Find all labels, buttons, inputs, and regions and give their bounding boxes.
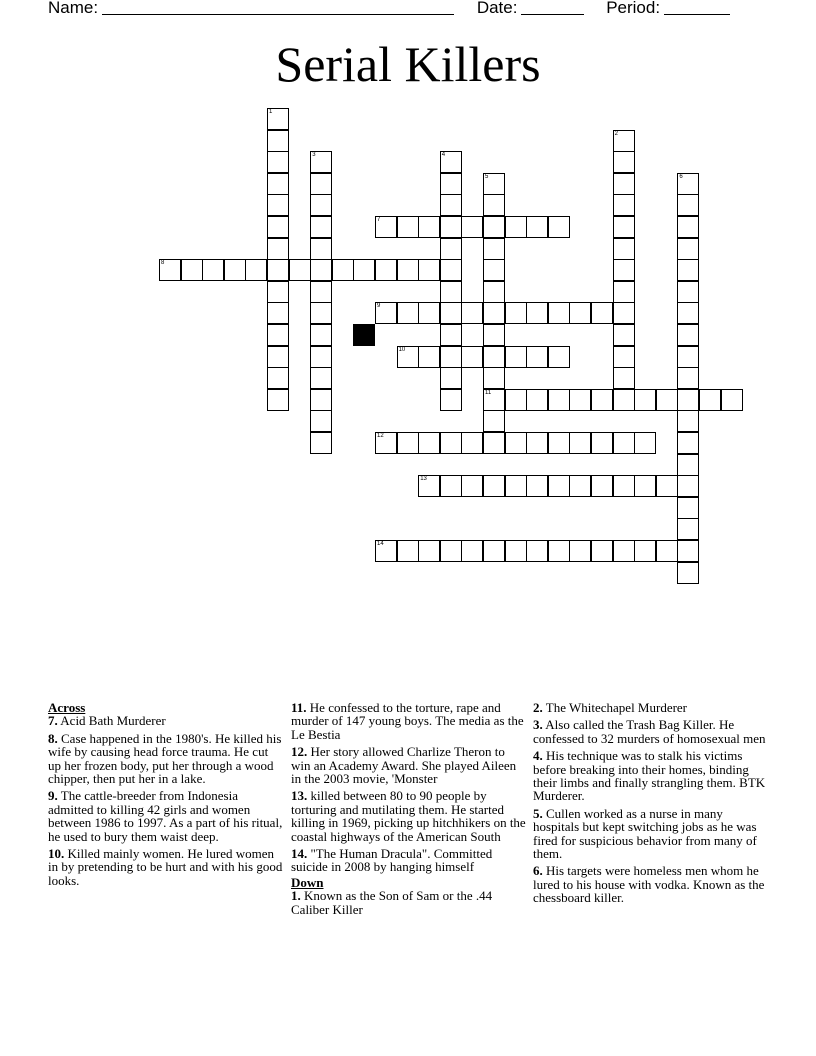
grid-cell[interactable] xyxy=(569,302,591,324)
grid-cell[interactable] xyxy=(310,238,332,260)
grid-cell[interactable] xyxy=(418,302,440,324)
grid-cell[interactable] xyxy=(483,540,505,562)
grid-cell[interactable] xyxy=(181,259,203,281)
clue-item xyxy=(291,701,527,741)
clue-number: 7 xyxy=(377,217,381,223)
grid-cell[interactable] xyxy=(397,216,419,238)
grid-cell[interactable] xyxy=(569,389,591,411)
grid-cell[interactable] xyxy=(483,432,505,454)
grid-cell[interactable] xyxy=(505,475,527,497)
grid-cell[interactable] xyxy=(569,540,591,562)
clue-number: 11 xyxy=(485,389,492,396)
grid-cell[interactable] xyxy=(440,432,462,454)
clue-number: 6 xyxy=(679,173,683,180)
grid-cell[interactable] xyxy=(656,540,678,562)
clue-text: He confessed to the torture, rape and murder of 147 young boys. The media as the Le Bestia xyxy=(291,700,524,742)
grid-cell[interactable] xyxy=(677,389,699,411)
grid-cell[interactable] xyxy=(397,540,419,562)
grid-cell[interactable] xyxy=(526,432,548,454)
grid-cell[interactable] xyxy=(613,151,635,173)
clue-number: 13 xyxy=(420,476,427,483)
grid-cell[interactable] xyxy=(267,389,289,411)
grid-cell[interactable] xyxy=(310,281,332,303)
grid-cell[interactable] xyxy=(267,346,289,368)
grid-cell[interactable] xyxy=(440,540,462,562)
black-cell xyxy=(353,324,375,346)
grid-cell[interactable] xyxy=(159,259,181,281)
grid-cell[interactable] xyxy=(548,389,570,411)
grid-cell[interactable] xyxy=(526,389,548,411)
grid-cell[interactable] xyxy=(526,346,548,368)
grid-cell[interactable] xyxy=(310,324,332,346)
grid-cell[interactable] xyxy=(677,259,699,281)
grid-cell[interactable] xyxy=(526,302,548,324)
clue-item xyxy=(291,847,527,874)
grid-cell[interactable] xyxy=(483,173,505,195)
clue-number: 10. xyxy=(48,846,65,862)
clue-number: 8. xyxy=(48,730,58,746)
grid-cell[interactable] xyxy=(677,454,699,476)
grid-cell[interactable] xyxy=(505,540,527,562)
grid-cell[interactable] xyxy=(267,194,289,216)
clue-number: 14. xyxy=(291,846,308,862)
grid-cell[interactable] xyxy=(699,389,721,411)
grid-cell[interactable] xyxy=(440,194,462,216)
grid-cell[interactable] xyxy=(677,518,699,540)
clue-item xyxy=(533,718,769,745)
clue-item xyxy=(48,847,284,887)
clue-number: 12. xyxy=(291,744,308,760)
grid-cell[interactable] xyxy=(613,389,635,411)
clue-text: The Whitechapel Murderer xyxy=(542,700,688,715)
grid-cell[interactable] xyxy=(677,302,699,324)
grid-cell[interactable] xyxy=(440,346,462,368)
clues-column-1 xyxy=(48,701,284,891)
grid-cell[interactable] xyxy=(634,540,656,562)
puzzle-title: Serial Killers xyxy=(275,36,541,92)
grid-cell[interactable] xyxy=(375,432,397,454)
grid-cell[interactable] xyxy=(483,324,505,346)
grid-cell[interactable] xyxy=(310,302,332,324)
clue-text: Cullen worked as a nurse in many hospitals but kept switching jobs as he was fired for suspicious behavior from many of them. xyxy=(533,805,757,862)
grid-cell[interactable] xyxy=(483,475,505,497)
clue-number: 4. xyxy=(533,748,543,764)
grid-cell[interactable] xyxy=(613,346,635,368)
grid-cell[interactable] xyxy=(591,475,613,497)
down-clue-list xyxy=(291,889,527,916)
grid-cell[interactable] xyxy=(440,281,462,303)
grid-cell[interactable] xyxy=(483,238,505,260)
clue-number: 10 xyxy=(398,346,406,353)
grid-cell[interactable] xyxy=(677,562,699,584)
across-clue-list xyxy=(48,714,284,887)
grid-cell[interactable] xyxy=(526,540,548,562)
clue-number: 2 xyxy=(614,130,618,137)
grid-cell[interactable] xyxy=(440,302,462,324)
clue-item xyxy=(533,749,769,803)
grid-cell[interactable] xyxy=(310,410,332,432)
grid-cell[interactable] xyxy=(613,173,635,195)
grid-cell[interactable] xyxy=(310,173,332,195)
grid-cell[interactable] xyxy=(202,259,224,281)
grid-cell[interactable] xyxy=(418,346,440,368)
grid-cell[interactable] xyxy=(677,367,699,389)
clue-text: His technique was to stalk his victims before breaking into their homes, binding their limbs and finally strangling them. BTK Murderer. xyxy=(533,748,766,804)
grid-cell[interactable] xyxy=(677,173,699,195)
grid-cell[interactable] xyxy=(375,302,397,324)
clue-text: killed between 80 to 90 people by torturing and mutilating them. He started killing in 1969, picking up hitchhikers on the coastal highways of the American South xyxy=(291,788,526,844)
grid-cell[interactable] xyxy=(677,324,699,346)
grid-cell[interactable] xyxy=(591,389,613,411)
grid-cell[interactable] xyxy=(310,259,332,281)
grid-cell[interactable] xyxy=(548,346,570,368)
grid-cell[interactable] xyxy=(526,216,548,238)
grid-cell[interactable] xyxy=(440,367,462,389)
grid-cell[interactable] xyxy=(267,151,289,173)
grid-cell[interactable] xyxy=(310,346,332,368)
grid-cell[interactable] xyxy=(677,432,699,454)
clue-number: 6. xyxy=(533,863,543,879)
clue-number: 5. xyxy=(533,805,543,821)
grid-cell[interactable] xyxy=(267,302,289,324)
clue-item xyxy=(48,714,284,727)
clue-text: His targets were homeless men whom he lured to his house with vodka. Known as the chessboard killer. xyxy=(533,863,765,906)
grid-cell[interactable] xyxy=(526,475,548,497)
grid-cell[interactable] xyxy=(397,259,419,281)
across-heading: Across xyxy=(48,700,86,715)
grid-cell[interactable] xyxy=(397,302,419,324)
clue-text: The cattle-breeder from Indonesia admitted to killing 42 girls and women between 1986 to 1997. As a part of his ritual, he used to bury them waist deep. xyxy=(48,788,283,844)
clue-item xyxy=(533,701,769,714)
grid-cell[interactable] xyxy=(418,475,440,497)
grid-cell[interactable] xyxy=(461,432,483,454)
grid-cell[interactable] xyxy=(267,238,289,260)
period-label: Period: xyxy=(606,0,661,17)
grid-cell[interactable] xyxy=(267,216,289,238)
clue-item xyxy=(48,732,284,786)
grid-cell[interactable] xyxy=(656,389,678,411)
clue-number: 7. xyxy=(48,713,58,729)
grid-cell[interactable] xyxy=(332,259,354,281)
clue-item xyxy=(291,889,527,916)
grid-cell[interactable] xyxy=(440,173,462,195)
grid-cell[interactable] xyxy=(613,324,635,346)
grid-cell[interactable] xyxy=(591,432,613,454)
grid-cell[interactable] xyxy=(548,475,570,497)
grid-cell[interactable] xyxy=(440,238,462,260)
grid-cell[interactable] xyxy=(505,302,527,324)
grid-cell[interactable] xyxy=(267,259,289,281)
grid-cell[interactable] xyxy=(548,216,570,238)
grid-cell[interactable] xyxy=(613,238,635,260)
clue-item xyxy=(291,789,527,843)
clue-text: Case happened in the 1980's. He killed his wife by causing head force trauma. He cut up her frozen body, put her through a wood chipper, then put her in a lake. xyxy=(48,730,282,787)
grid-cell[interactable] xyxy=(505,389,527,411)
grid-cell[interactable] xyxy=(505,216,527,238)
clue-item xyxy=(48,789,284,843)
grid-cell[interactable] xyxy=(375,540,397,562)
grid-cell[interactable] xyxy=(613,302,635,324)
grid-cell[interactable] xyxy=(461,302,483,324)
grid-cell[interactable] xyxy=(483,346,505,368)
grid-cell[interactable] xyxy=(548,302,570,324)
grid-cell[interactable] xyxy=(310,151,332,173)
across-clue-list-continued xyxy=(291,701,527,874)
grid-cell[interactable] xyxy=(440,324,462,346)
grid-cell[interactable] xyxy=(613,281,635,303)
clue-number: 13. xyxy=(291,788,308,804)
grid-cell[interactable] xyxy=(418,432,440,454)
grid-cell[interactable] xyxy=(353,259,375,281)
grid-cell[interactable] xyxy=(505,346,527,368)
clue-number: 14 xyxy=(377,541,384,547)
clue-item xyxy=(533,864,769,904)
grid-cell[interactable] xyxy=(569,475,591,497)
grid-cell[interactable] xyxy=(461,216,483,238)
clue-number: 1 xyxy=(269,109,273,115)
grid-cell[interactable] xyxy=(656,475,678,497)
grid-cell[interactable] xyxy=(310,216,332,238)
down-heading: Down xyxy=(291,874,324,890)
grid-cell[interactable] xyxy=(245,259,267,281)
grid-cell[interactable] xyxy=(634,389,656,411)
clue-number: 9 xyxy=(377,303,381,310)
clue-number: 11. xyxy=(291,700,307,715)
grid-cell[interactable] xyxy=(483,281,505,303)
grid-cell[interactable] xyxy=(677,497,699,519)
grid-cell[interactable] xyxy=(461,346,483,368)
grid-cell[interactable] xyxy=(483,367,505,389)
grid-cell[interactable] xyxy=(461,475,483,497)
grid-cell[interactable] xyxy=(267,130,289,152)
clue-text: "The Human Dracula". Committed suicide in 2008 by hanging himself xyxy=(291,846,493,875)
grid-cell[interactable] xyxy=(440,151,462,173)
grid-cell[interactable] xyxy=(267,108,289,130)
clue-item xyxy=(533,807,769,861)
grid-cell[interactable] xyxy=(634,432,656,454)
grid-cell[interactable] xyxy=(397,346,419,368)
grid-cell[interactable] xyxy=(483,259,505,281)
grid-cell[interactable] xyxy=(677,194,699,216)
grid-cell[interactable] xyxy=(310,194,332,216)
clue-number: 9. xyxy=(48,788,58,804)
grid-cell[interactable] xyxy=(483,410,505,432)
grid-cell[interactable] xyxy=(418,216,440,238)
grid-cell[interactable] xyxy=(721,389,743,411)
grid-cell[interactable] xyxy=(440,259,462,281)
grid-cell[interactable] xyxy=(613,216,635,238)
grid-cell[interactable] xyxy=(267,367,289,389)
grid-cell[interactable] xyxy=(483,216,505,238)
clues-column-2 xyxy=(291,701,527,920)
clue-number: 3. xyxy=(533,717,543,733)
grid-cell[interactable] xyxy=(677,410,699,432)
grid-cell[interactable] xyxy=(375,216,397,238)
clue-number: 1. xyxy=(291,888,301,904)
grid-cell[interactable] xyxy=(483,389,505,411)
grid-cell[interactable] xyxy=(613,540,635,562)
clue-text: Her story allowed Charlize Theron to win an Academy Award. She played Aileen in the 2003 movie, 'Monster xyxy=(291,744,517,787)
grid-cell[interactable] xyxy=(613,432,635,454)
grid-cell[interactable] xyxy=(634,475,656,497)
date-label: Date: xyxy=(476,0,518,17)
clue-number: 12 xyxy=(377,433,384,439)
grid-cell[interactable] xyxy=(613,367,635,389)
grid-cell[interactable] xyxy=(548,432,570,454)
grid-cell[interactable] xyxy=(267,173,289,195)
clue-text: Acid Bath Murderer xyxy=(57,713,166,729)
grid-cell[interactable] xyxy=(613,259,635,281)
grid-cell[interactable] xyxy=(440,475,462,497)
name-label: Name: xyxy=(48,0,99,17)
clue-number: 4 xyxy=(441,152,446,159)
grid-cell[interactable] xyxy=(461,540,483,562)
clue-number: 5 xyxy=(485,173,489,180)
clue-text: Killed mainly women. He lured women in by pretending to be hurt and with his good looks. xyxy=(48,846,283,888)
grid-cell[interactable] xyxy=(375,259,397,281)
grid-cell[interactable] xyxy=(505,432,527,454)
grid-cell[interactable] xyxy=(483,194,505,216)
grid-cell[interactable] xyxy=(418,540,440,562)
grid-cell[interactable] xyxy=(677,346,699,368)
grid-cell[interactable] xyxy=(677,540,699,562)
grid-cell[interactable] xyxy=(310,389,332,411)
clue-number: 3 xyxy=(312,152,316,159)
grid-cell[interactable] xyxy=(440,216,462,238)
grid-cell[interactable] xyxy=(440,389,462,411)
grid-cell[interactable] xyxy=(613,130,635,152)
grid-cell[interactable] xyxy=(267,281,289,303)
grid-cell[interactable] xyxy=(224,259,246,281)
down-clue-list-continued xyxy=(533,701,769,905)
grid-cell[interactable] xyxy=(613,194,635,216)
grid-cell[interactable] xyxy=(267,324,289,346)
clue-number: 8 xyxy=(161,260,165,267)
clue-item xyxy=(291,745,527,785)
grid-cell[interactable] xyxy=(289,259,311,281)
grid-cell[interactable] xyxy=(310,432,332,454)
grid-cell[interactable] xyxy=(418,259,440,281)
grid-cell[interactable] xyxy=(569,432,591,454)
grid-cell[interactable] xyxy=(677,281,699,303)
grid-cell[interactable] xyxy=(591,540,613,562)
grid-cell[interactable] xyxy=(591,302,613,324)
grid-cell[interactable] xyxy=(677,216,699,238)
grid-cell[interactable] xyxy=(397,432,419,454)
grid-cell[interactable] xyxy=(613,475,635,497)
clue-text: Known as the Son of Sam or the .44 Caliber Killer xyxy=(291,888,493,917)
clue-number: 2. xyxy=(533,700,543,715)
grid-cell[interactable] xyxy=(677,238,699,260)
grid-cell[interactable] xyxy=(677,475,699,497)
clue-text: Also called the Trash Bag Killer. He confessed to 32 murders of homosexual men xyxy=(533,717,766,746)
grid-cell[interactable] xyxy=(548,540,570,562)
grid-cell[interactable] xyxy=(310,367,332,389)
clues-column-3 xyxy=(533,701,769,909)
grid-cell[interactable] xyxy=(483,302,505,324)
